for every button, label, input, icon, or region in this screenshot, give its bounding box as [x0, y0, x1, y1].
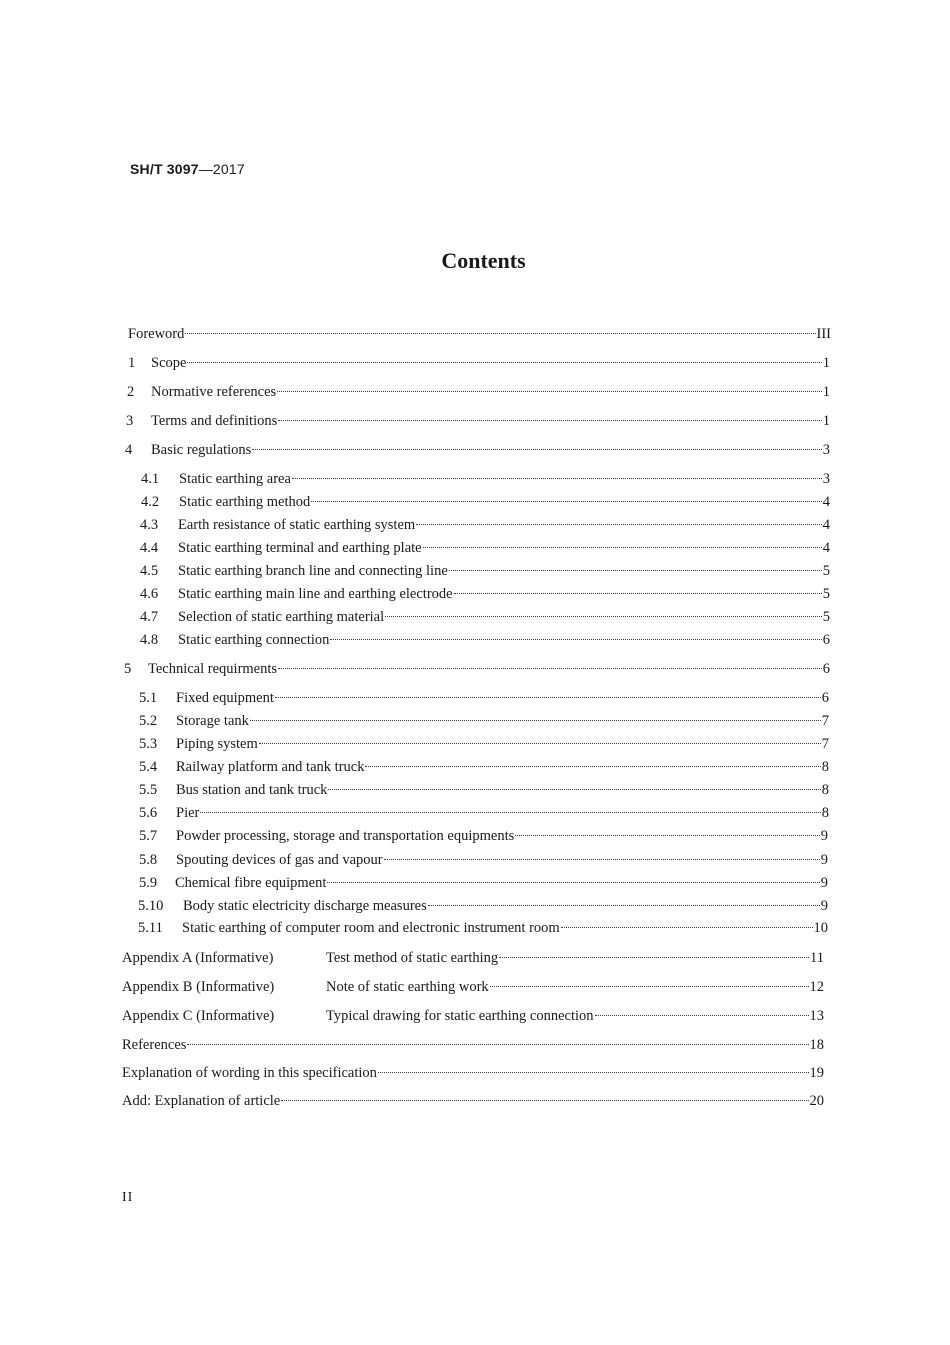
toc-leader-dots — [385, 616, 822, 617]
toc-entry-page: 7 — [821, 713, 829, 729]
toc-entry-4-4[interactable] — [140, 538, 830, 558]
toc-entry-number: 5.7 — [139, 828, 158, 844]
toc-leader-dots — [490, 986, 809, 987]
toc-leader-dots — [187, 1044, 808, 1045]
toc-entry-number: 5.8 — [139, 852, 158, 868]
toc-entry-number: 5.6 — [139, 805, 158, 821]
toc-leader-dots — [384, 859, 820, 860]
toc-leader-dots — [365, 766, 820, 767]
toc-entry-number: 4.6 — [140, 586, 159, 602]
toc-entry-page: 8 — [821, 805, 829, 821]
toc-leader-dots — [449, 570, 822, 571]
toc-leader-dots — [561, 927, 813, 928]
toc-entry-4-8[interactable] — [140, 630, 830, 650]
toc-entry-label: Static earthing main line and earthing electrode — [178, 586, 453, 602]
toc-leader-dots — [252, 449, 821, 450]
toc-entry-page: 9 — [820, 898, 828, 914]
toc-entry-number: 4.1 — [141, 471, 160, 487]
toc-entry-terms-definitions[interactable] — [126, 411, 830, 431]
toc-entry-normative-references[interactable] — [127, 382, 830, 402]
toc-entry-4-2[interactable] — [141, 492, 830, 512]
toc-entry-appendix-a[interactable] — [122, 948, 824, 968]
toc-entry-number: 5.4 — [139, 759, 158, 775]
toc-entry-page: 4 — [822, 540, 830, 556]
toc-entry-label: Terms and definitions — [151, 413, 278, 429]
toc-entry-label: Static earthing connection — [178, 632, 330, 648]
toc-entry-page: 5 — [822, 563, 830, 579]
toc-entry-label: Appendix B (Informative) — [122, 979, 275, 995]
toc-entry-label: Spouting devices of gas and vapour — [176, 852, 383, 868]
toc-entry-label: Normative references — [151, 384, 277, 400]
toc-entry-title: Note of static earthing work — [326, 979, 489, 995]
toc-entry-number: 5.2 — [139, 713, 158, 729]
toc-entry-label: Appendix A (Informative) — [122, 950, 274, 966]
toc-entry-page: 12 — [809, 979, 824, 995]
toc-entry-page: 10 — [813, 920, 828, 936]
toc-leader-dots — [328, 789, 820, 790]
toc-entry-5-10[interactable] — [138, 896, 828, 916]
toc-entry-label: Scope — [151, 355, 187, 371]
toc-leader-dots — [281, 1100, 808, 1101]
toc-leader-dots — [250, 720, 821, 721]
toc-entry-number: 5.9 — [139, 875, 158, 891]
toc-entry-label: Static earthing of computer room and electronic instrument room — [182, 920, 560, 936]
toc-entry-number: 3 — [126, 413, 134, 429]
toc-entry-number: 4.3 — [140, 517, 159, 533]
toc-entry-label: Static earthing terminal and earthing plate — [178, 540, 422, 556]
toc-entry-label: Static earthing area — [179, 471, 291, 487]
toc-entry-basic-regulations[interactable] — [125, 440, 830, 460]
standard-code-main: SH/T 3097 — [130, 161, 199, 177]
toc-entry-label: Pier — [176, 805, 200, 821]
toc-entry-appendix-b[interactable] — [122, 977, 824, 997]
toc-leader-dots — [185, 333, 815, 334]
toc-entry-page: 4 — [822, 517, 830, 533]
toc-entry-page: 1 — [822, 384, 830, 400]
standard-code-year: —2017 — [198, 161, 245, 177]
toc-leader-dots — [278, 420, 822, 421]
toc-entry-label: Static earthing method — [179, 494, 311, 510]
toc-leader-dots — [330, 639, 821, 640]
toc-entry-label: Body static electricity discharge measures — [183, 898, 427, 914]
toc-leader-dots — [327, 882, 819, 883]
toc-leader-dots — [428, 905, 820, 906]
toc-entry-page: 18 — [809, 1037, 824, 1053]
toc-entry-5-8[interactable] — [139, 850, 828, 870]
toc-entry-label: Chemical fibre equipment — [175, 875, 327, 891]
toc-entry-number: 4.5 — [140, 563, 159, 579]
toc-entry-label: Foreword — [128, 326, 185, 342]
toc-leader-dots — [259, 743, 821, 744]
toc-entry-page: 9 — [820, 852, 828, 868]
toc-entry-4-7[interactable] — [140, 607, 830, 627]
toc-entry-page: 3 — [822, 471, 830, 487]
toc-entry-number: 4.4 — [140, 540, 159, 556]
toc-entry-5-5[interactable] — [139, 780, 829, 800]
toc-entry-page: 6 — [822, 661, 830, 677]
toc-entry-page: 9 — [820, 875, 828, 891]
toc-entry-scope[interactable] — [128, 353, 830, 373]
toc-entry-page: 20 — [809, 1093, 824, 1109]
toc-entry-4-3[interactable] — [140, 515, 830, 535]
toc-leader-dots — [275, 697, 821, 698]
toc-leader-dots — [292, 478, 822, 479]
toc-entry-explanation-of-article[interactable] — [122, 1091, 824, 1111]
toc-entry-number: 5.5 — [139, 782, 158, 798]
toc-entry-number: 4.8 — [140, 632, 159, 648]
toc-entry-page: III — [816, 326, 831, 342]
toc-entry-label: Bus station and tank truck — [176, 782, 328, 798]
toc-entry-label: References — [122, 1037, 187, 1053]
toc-entry-page: 8 — [821, 782, 829, 798]
toc-entry-page: 19 — [809, 1065, 824, 1081]
toc-entry-label: Add: Explanation of article — [122, 1093, 281, 1109]
toc-entry-5-2[interactable] — [139, 711, 829, 731]
toc-entry-page: 3 — [822, 442, 830, 458]
toc-leader-dots — [515, 835, 819, 836]
toc-entry-label: Earth resistance of static earthing system — [178, 517, 416, 533]
toc-entry-page: 7 — [821, 736, 829, 752]
toc-entry-number: 1 — [128, 355, 136, 371]
toc-leader-dots — [416, 524, 822, 525]
toc-entry-4-1[interactable] — [141, 469, 830, 489]
toc-entry-label: Railway platform and tank truck — [176, 759, 365, 775]
toc-entry-title: Typical drawing for static earthing connection — [326, 1008, 594, 1024]
toc-entry-4-6[interactable] — [140, 584, 830, 604]
toc-leader-dots — [454, 593, 822, 594]
toc-entry-4-5[interactable] — [140, 561, 830, 581]
toc-entry-5-9[interactable] — [139, 873, 828, 893]
toc-entry-number: 5 — [124, 661, 132, 677]
toc-entry-page: 9 — [820, 828, 828, 844]
toc-leader-dots — [499, 957, 809, 958]
toc-entry-label: Appendix C (Informative) — [122, 1008, 275, 1024]
toc-entry-label: Piping system — [176, 736, 258, 752]
toc-entry-page: 8 — [821, 759, 829, 775]
toc-entry-appendix-c[interactable] — [122, 1006, 824, 1026]
toc-entry-label: Powder processing, storage and transportation equipments — [176, 828, 515, 844]
toc-leader-dots — [311, 501, 821, 502]
toc-leader-dots — [187, 362, 821, 363]
toc-entry-page: 1 — [822, 355, 830, 371]
toc-entry-5-3[interactable] — [139, 734, 829, 754]
toc-entry-5-11[interactable] — [138, 918, 828, 938]
toc-entry-page: 4 — [822, 494, 830, 510]
toc-entry-number: 4 — [125, 442, 133, 458]
toc-entry-label: Storage tank — [176, 713, 249, 729]
toc-leader-dots — [200, 812, 820, 813]
toc-entry-5-4[interactable] — [139, 757, 829, 777]
toc-entry-label: Fixed equipment — [176, 690, 274, 706]
toc-leader-dots — [595, 1015, 809, 1016]
page-number: II — [122, 1190, 134, 1205]
toc-entry-label: Selection of static earthing material — [178, 609, 385, 625]
toc-entry-page: 5 — [822, 586, 830, 602]
toc-entry-5-6[interactable] — [139, 803, 829, 823]
toc-entry-page: 1 — [822, 413, 830, 429]
toc-leader-dots — [277, 391, 822, 392]
toc-entry-title: Test method of static earthing — [326, 950, 499, 966]
toc-entry-label: Basic regulations — [151, 442, 252, 458]
toc-entry-number: 5.1 — [139, 690, 158, 706]
toc-entry-page: 5 — [822, 609, 830, 625]
toc-entry-references[interactable] — [122, 1035, 824, 1055]
toc-entry-explanation-of-wording[interactable] — [122, 1063, 824, 1083]
toc-leader-dots — [278, 668, 822, 669]
toc-entry-label: Static earthing branch line and connecting line — [178, 563, 448, 579]
toc-leader-dots — [378, 1072, 809, 1073]
toc-entry-page: 13 — [809, 1008, 824, 1024]
toc-entry-number: 5.10 — [138, 898, 164, 914]
page-title: Contents — [441, 248, 526, 273]
toc-entry-number: 4.7 — [140, 609, 159, 625]
toc-entry-5-1[interactable] — [139, 688, 829, 708]
toc-entry-number: 4.2 — [141, 494, 160, 510]
toc-leader-dots — [423, 547, 822, 548]
toc-entry-page: 6 — [822, 632, 830, 648]
toc-entry-page: 11 — [810, 950, 824, 966]
toc-entry-number: 5.3 — [139, 736, 158, 752]
toc-entry-label: Explanation of wording in this specification — [122, 1065, 377, 1081]
toc-entry-number: 2 — [127, 384, 135, 400]
toc-entry-label: Technical requirments — [148, 661, 278, 677]
toc-entry-5-7[interactable] — [139, 826, 828, 846]
toc-entry-foreword[interactable] — [128, 324, 831, 344]
toc-entry-page: 6 — [821, 690, 829, 706]
toc-entry-number: 5.11 — [138, 920, 163, 936]
toc-entry-technical-requirments[interactable] — [124, 659, 830, 679]
